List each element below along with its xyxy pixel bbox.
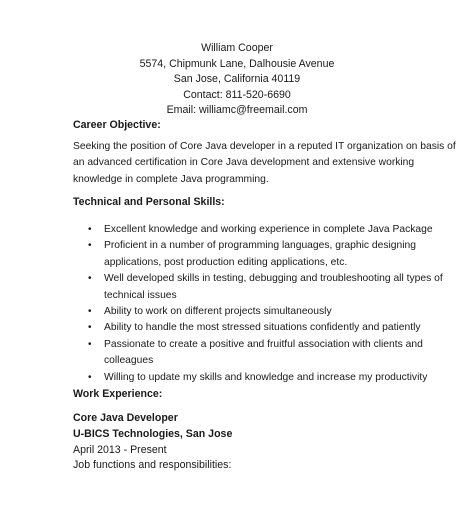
employment-dates: April 2013 - Present <box>73 443 167 456</box>
skills-list <box>0 222 474 386</box>
career-objective-text <box>73 139 456 188</box>
bullet-icon: • <box>88 240 92 252</box>
work-experience-heading: Work Experience: <box>73 388 163 400</box>
work-experience-entry <box>73 411 232 474</box>
skill-line: Willing to update my skills and knowledge and increase my productivity <box>104 371 428 383</box>
bullet-icon: • <box>88 224 92 235</box>
address-line-2: San Jose, California 40119 <box>173 73 301 86</box>
list-item <box>0 370 474 386</box>
responsibilities-label: Job functions and responsibilities: <box>73 459 232 472</box>
resume-header <box>0 41 474 119</box>
job-title: Core Java Developer <box>73 412 178 424</box>
skill-line: Excellent knowledge and working experience in complete Java Package <box>104 224 433 235</box>
list-item <box>0 271 474 304</box>
contact-email: Email: williamc@freemail.com <box>166 104 308 117</box>
list-item <box>0 238 474 271</box>
list-item <box>0 337 474 370</box>
skill-line: technical issues <box>104 289 177 301</box>
contact-phone: Contact: 811-520-6690 <box>183 88 291 101</box>
bullet-icon: • <box>88 371 92 383</box>
bullet-icon: • <box>88 322 92 334</box>
skill-line: colleagues <box>104 355 154 367</box>
company-name: U-BICS Technologies, San Jose <box>73 427 233 440</box>
bullet-icon: • <box>88 306 92 318</box>
skill-line: Passionate to create a positive and fruitful association with clients and <box>104 338 423 350</box>
objective-line: knowledge in complete Java programming. <box>73 173 269 185</box>
bullet-icon: • <box>88 273 92 285</box>
address-line-1: 5574, Chipmunk Lane, Dalhousie Avenue <box>139 57 335 70</box>
skill-line: Proficient in a number of programming languages, graphic designing <box>104 240 416 252</box>
objective-line: an advanced certification in Core Java development and extensive working <box>73 157 415 169</box>
skill-line: Ability to handle the most stressed situations confidently and patiently <box>104 322 421 334</box>
bullet-icon: • <box>88 338 92 350</box>
list-item <box>0 304 474 320</box>
skill-line: applications, post production editing applications, etc. <box>104 256 348 268</box>
applicant-name: William Cooper <box>201 42 273 54</box>
list-item <box>0 320 474 336</box>
career-objective-heading: Career Objective: <box>73 119 161 131</box>
skills-heading: Technical and Personal Skills: <box>73 196 225 208</box>
list-item <box>0 222 474 238</box>
objective-line: Seeking the position of Core Java developer in a reputed IT organization on basis of <box>73 141 456 152</box>
skill-line: Well developed skills in testing, debugging and troubleshooting all types of <box>104 273 443 285</box>
skill-line: Ability to work on different projects simultaneously <box>104 306 332 318</box>
